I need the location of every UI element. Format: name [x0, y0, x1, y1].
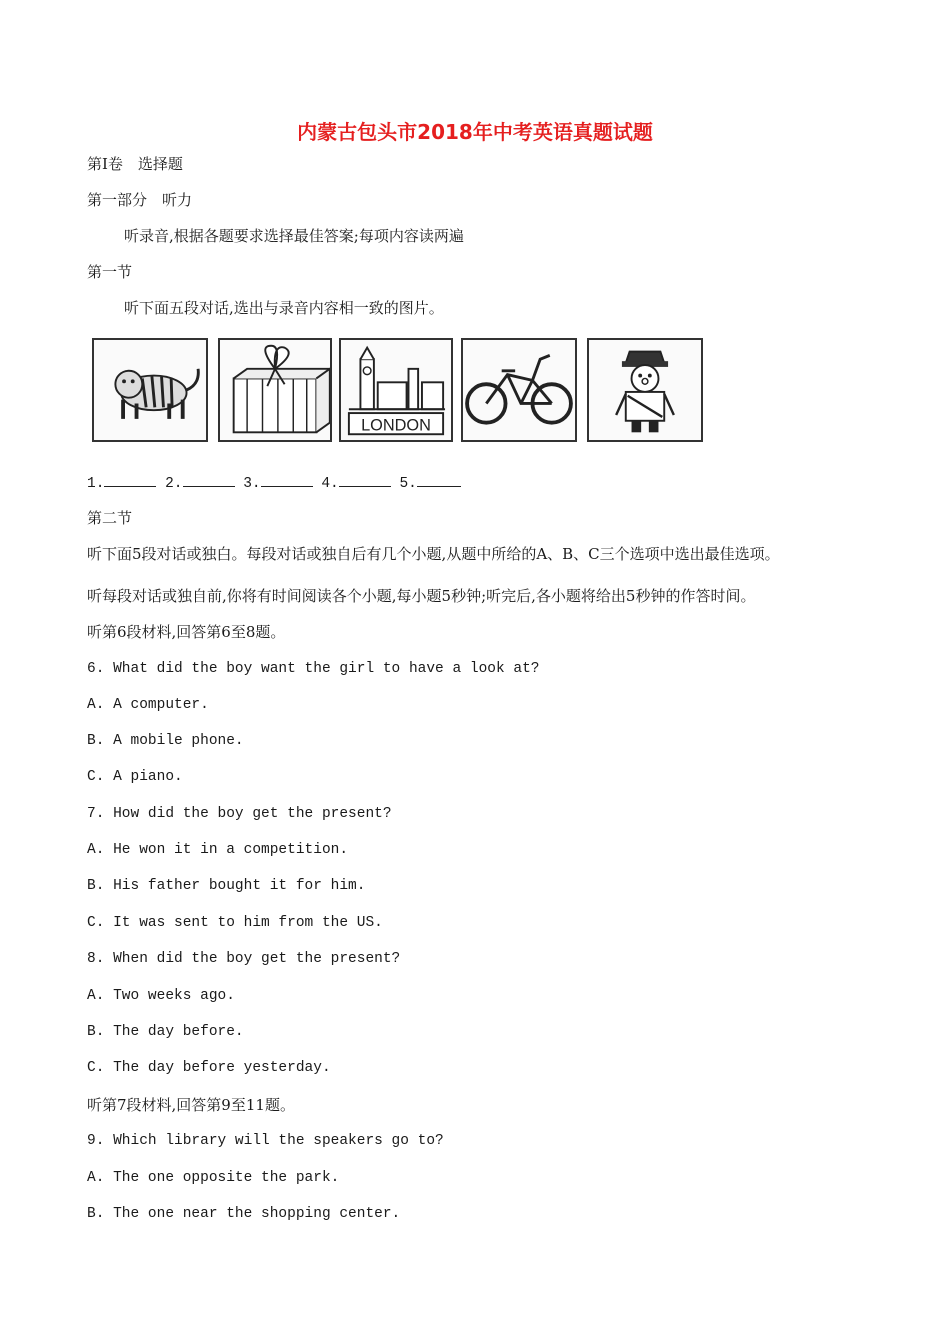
answer-label-1: 1. [87, 476, 105, 492]
question-6-option-a: A. A computer. [87, 697, 209, 713]
question-6-option-b: B. A mobile phone. [87, 733, 244, 749]
listen-6-instruction: 听第6段材料,回答第6至8题。 [87, 623, 286, 641]
question-6: 6. What did the boy want the girl to have a look at? [87, 661, 540, 677]
question-8-option-b: B. The day before. [87, 1024, 244, 1040]
answer-blank-4[interactable] [339, 472, 391, 487]
answer-blank-3[interactable] [261, 472, 313, 487]
volume-heading: 第Ⅰ卷 选择题 [87, 155, 183, 173]
london-picture [339, 338, 453, 442]
answer-blank-1[interactable] [104, 472, 156, 487]
london-icon [341, 340, 451, 440]
bicycle-icon [463, 340, 575, 440]
policeman-icon [589, 340, 701, 440]
answer-blanks [87, 472, 461, 494]
part-heading: 第一部分 听力 [87, 191, 193, 209]
question-9: 9. Which library will the speakers go to? [87, 1133, 444, 1149]
london-caption: LONDON [361, 416, 431, 435]
answer-label-2: 2. [165, 476, 183, 492]
question-9-option-a: A. The one opposite the park. [87, 1170, 340, 1186]
gift-picture [218, 338, 332, 442]
part-instruction: 听录音,根据各题要求选择最佳答案;每项内容读两遍 [124, 227, 464, 245]
question-7-option-b: B. His father bought it for him. [87, 878, 366, 894]
question-7-option-a: A. He won it in a competition. [87, 842, 349, 858]
section-2-instruction-2: 听每段对话或独自前,你将有时间阅读各个小题,每小题5秒钟;听完后,各小题将给出5秒钟的作答时间。 [87, 587, 756, 605]
answer-label-3: 3. [243, 476, 261, 492]
question-6-option-c: C. A piano. [87, 769, 183, 785]
question-8-option-c: C. The day before yesterday. [87, 1060, 331, 1076]
section-1-heading: 第一节 [87, 263, 133, 281]
answer-label-5: 5. [399, 476, 417, 492]
section-1-instruction: 听下面五段对话,选出与录音内容相一致的图片。 [124, 299, 444, 317]
question-9-option-b: B. The one near the shopping center. [87, 1206, 401, 1222]
gift-box-icon [220, 340, 330, 440]
listen-7-instruction: 听第7段材料,回答第9至11题。 [87, 1096, 295, 1114]
answer-label-4: 4. [321, 476, 339, 492]
question-7-option-c: C. It was sent to him from the US. [87, 915, 383, 931]
bicycle-picture [461, 338, 577, 442]
policeman-picture [587, 338, 703, 442]
answer-blank-5[interactable] [417, 472, 461, 487]
answer-blank-2[interactable] [183, 472, 235, 487]
tiger-icon [94, 340, 206, 440]
section-2-instruction-1: 听下面5段对话或独白。每段对话或独自后有几个小题,从题中所给的A、B、C三个选项中选出最佳选项。 [87, 545, 780, 563]
section-2-heading: 第二节 [87, 509, 133, 527]
question-8: 8. When did the boy get the present? [87, 951, 401, 967]
question-7: 7. How did the boy get the present? [87, 806, 392, 822]
tiger-picture [92, 338, 208, 442]
page-title: 内蒙古包头市2018年中考英语真题试题 [297, 120, 653, 144]
question-8-option-a: A. Two weeks ago. [87, 988, 235, 1004]
